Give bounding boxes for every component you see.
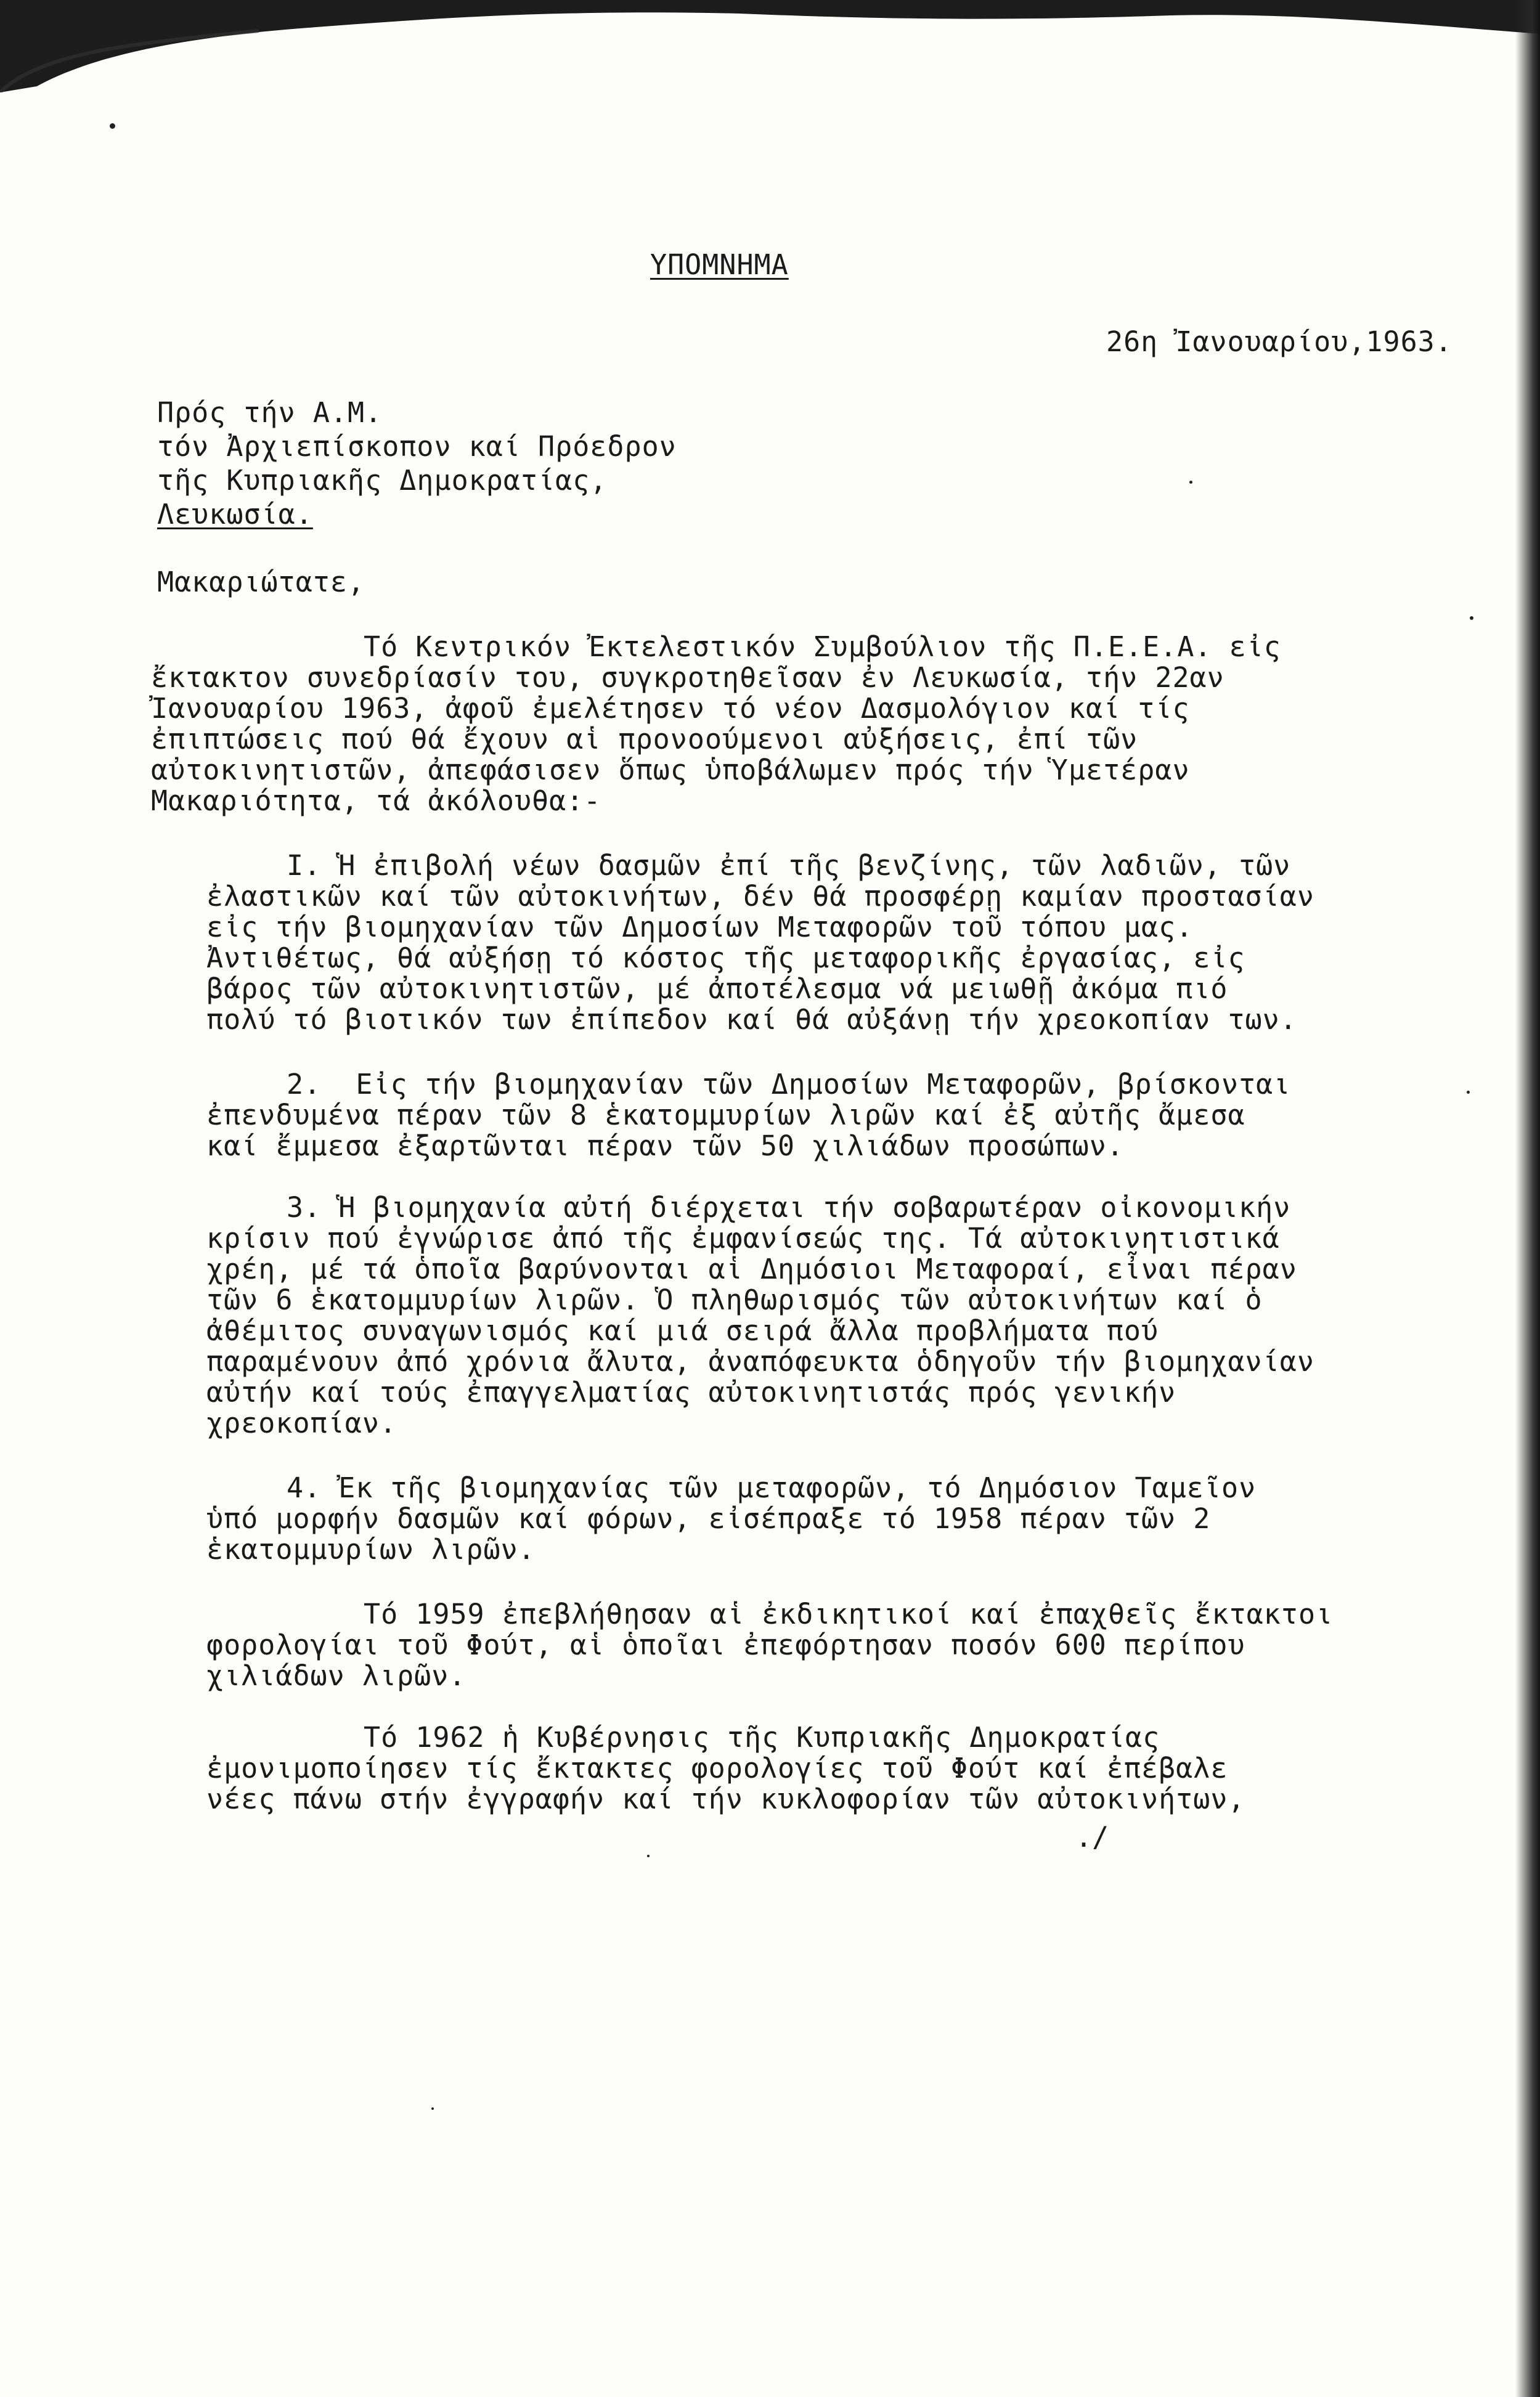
scan-speck bbox=[1189, 481, 1192, 484]
text-line: αὐτοκινητιστῶν, ἀπεφάσισεν ὅπως ὑποβάλωμεν πρός τήν Ὑμετέραν bbox=[151, 754, 1190, 786]
text-line: 4. Ἐκ τῆς βιομηχανίας τῶν μεταφορῶν, τό Δημόσιον Ταμεῖον bbox=[287, 1471, 1257, 1504]
scan-speck bbox=[647, 1855, 650, 1857]
text-line: Ἀντιθέτως, θά αὐξήσῃ τό κόστος τῆς μεταφορικῆς ἐργασίας, εἰς bbox=[206, 942, 1245, 974]
scan-speck bbox=[1470, 616, 1473, 620]
text-line: ἑκατομμυρίων λιρῶν. bbox=[206, 1533, 536, 1566]
addressee-line: Πρός τήν Α.Μ. bbox=[157, 396, 383, 429]
text-line: καί ἔμμεσα ἐξαρτῶνται πέραν τῶν 50 χιλιάδων προσώπων. bbox=[206, 1129, 1124, 1162]
continuation-mark: ./ bbox=[1075, 1821, 1109, 1854]
text-line: βάρος τῶν αὐτοκινητιστῶν, μέ ἀποτέλεσμα νά μειωθῇ ἀκόμα πιό bbox=[206, 972, 1228, 1005]
text-line: ἐλαστικῶν καί τῶν αὐτοκινήτων, δέν θά προσφέρῃ καμίαν προστασίαν bbox=[206, 880, 1314, 913]
text-line: χρέη, μέ τά ὁποῖα βαρύνονται αἱ Δημόσιοι Μεταφοραί, εἶναι πέραν bbox=[206, 1253, 1297, 1285]
text-line: ὑπό μορφήν δασμῶν καί φόρων, εἰσέπραξε τό 1958 πέραν τῶν 2 bbox=[206, 1502, 1211, 1535]
salutation: Μακαριώτατε, bbox=[157, 566, 365, 598]
text-line: ἐμονιμοποίησεν τίς ἔκτακτες φορολογίες τοῦ Φούτ καί ἐπέβαλε bbox=[206, 1752, 1228, 1785]
text-line: Τό 1959 ἐπεβλήθησαν αἱ ἐκδικητικοί καί ἐπαχθεῖς ἔκτακτοι bbox=[364, 1598, 1334, 1630]
scan-edge-right bbox=[1515, 0, 1540, 2397]
scan-speck bbox=[110, 123, 115, 129]
text-line: ἐπιπτώσεις πού θά ἔχουν αἱ προνοούμενοι αὐξήσεις, ἐπί τῶν bbox=[151, 723, 1138, 755]
text-line: Τό Κεντρικόν Ἐκτελεστικόν Συμβούλιον τῆς Π.Ε.Ε.Α. εἰς bbox=[364, 630, 1281, 663]
text-line: 3. Ἡ βιομηχανία αὐτή διέρχεται τήν σοβαρωτέραν οἰκονομικήν bbox=[287, 1191, 1291, 1224]
scan-edge-shadow bbox=[0, 0, 1540, 92]
text-line: χρεοκοπίαν. bbox=[206, 1407, 397, 1439]
text-line: τῶν 6 ἑκατομμυρίων λιρῶν. Ὁ πληθωρισμός τῶν αὐτοκινήτων καί ὁ bbox=[206, 1284, 1263, 1316]
scan-speck bbox=[1467, 1091, 1470, 1094]
text-line: Τό 1962 ἡ Κυβέρνησις τῆς Κυπριακῆς Δημοκρατίας bbox=[364, 1721, 1160, 1754]
addressee-city: Λευκωσία. bbox=[157, 498, 313, 531]
text-line: ἔκτακτον συνεδρίασίν του, συγκροτηθεῖσαν ἐν Λευκωσία, τήν 22αν bbox=[151, 661, 1224, 694]
text-line: φορολογίαι τοῦ Φούτ, αἱ ὁποῖαι ἐπεφόρτησαν ποσόν 600 περίπου bbox=[206, 1629, 1245, 1661]
document-date: 26η Ἰανουαρίου,1963. bbox=[1106, 325, 1452, 358]
text-line: Μακαριότητα, τά ἀκόλουθα:- bbox=[151, 784, 601, 817]
text-line: νέες πάνω στήν ἐγγραφήν καί τήν κυκλοφορίαν τῶν αὐτοκινήτων, bbox=[206, 1783, 1245, 1815]
text-line: Ἰανουαρίου 1963, ἀφοῦ ἐμελέτησεν τό νέον Δασμολόγιον καί τίς bbox=[151, 692, 1190, 725]
document-title: ΥΠΟΜΝΗΜΑ bbox=[650, 248, 789, 281]
text-line: I. Ἡ ἐπιβολή νέων δασμῶν ἐπί τῆς βενζίνης, τῶν λαδιῶν, τῶν bbox=[287, 849, 1291, 882]
addressee-line: τόν Ἀρχιεπίσκοπον καί Πρόεδρον bbox=[157, 430, 677, 463]
text-line: πολύ τό βιοτικόν των ἐπίπεδον καί θά αὐξάνῃ τήν χρεοκοπίαν των. bbox=[206, 1003, 1297, 1036]
text-line: αὐτήν καί τούς ἐπαγγελματίας αὐτοκινητιστάς πρός γενικήν bbox=[206, 1376, 1176, 1409]
text-line: εἰς τήν βιομηχανίαν τῶν Δημοσίων Μεταφορῶν τοῦ τόπου μας. bbox=[206, 911, 1194, 943]
text-line: κρίσιν πού ἐγνώρισε ἀπό τῆς ἐμφανίσεώς της. Τά αὐτοκινητιστικά bbox=[206, 1222, 1280, 1255]
scan-speck bbox=[431, 2107, 434, 2110]
text-line: ἐπενδυμένα πέραν τῶν 8 ἑκατομμυρίων λιρῶν καί ἐξ αὐτῆς ἄμεσα bbox=[206, 1099, 1245, 1131]
text-line: ἀθέμιτος συναγωνισμός καί μιά σειρά ἄλλα προβλήματα πού bbox=[206, 1314, 1159, 1347]
text-line: 2. Εἰς τήν βιομηχανίαν τῶν Δημοσίων Μεταφορῶν, βρίσκονται bbox=[287, 1068, 1291, 1101]
text-line: χιλιάδων λιρῶν. bbox=[206, 1659, 466, 1692]
text-line: παραμένουν ἀπό χρόνια ἄλυτα, ἀναπόφευκτα ὁδηγοῦν τήν βιομηχανίαν bbox=[206, 1345, 1314, 1378]
addressee-line: τῆς Κυπριακῆς Δημοκρατίας, bbox=[157, 464, 608, 497]
